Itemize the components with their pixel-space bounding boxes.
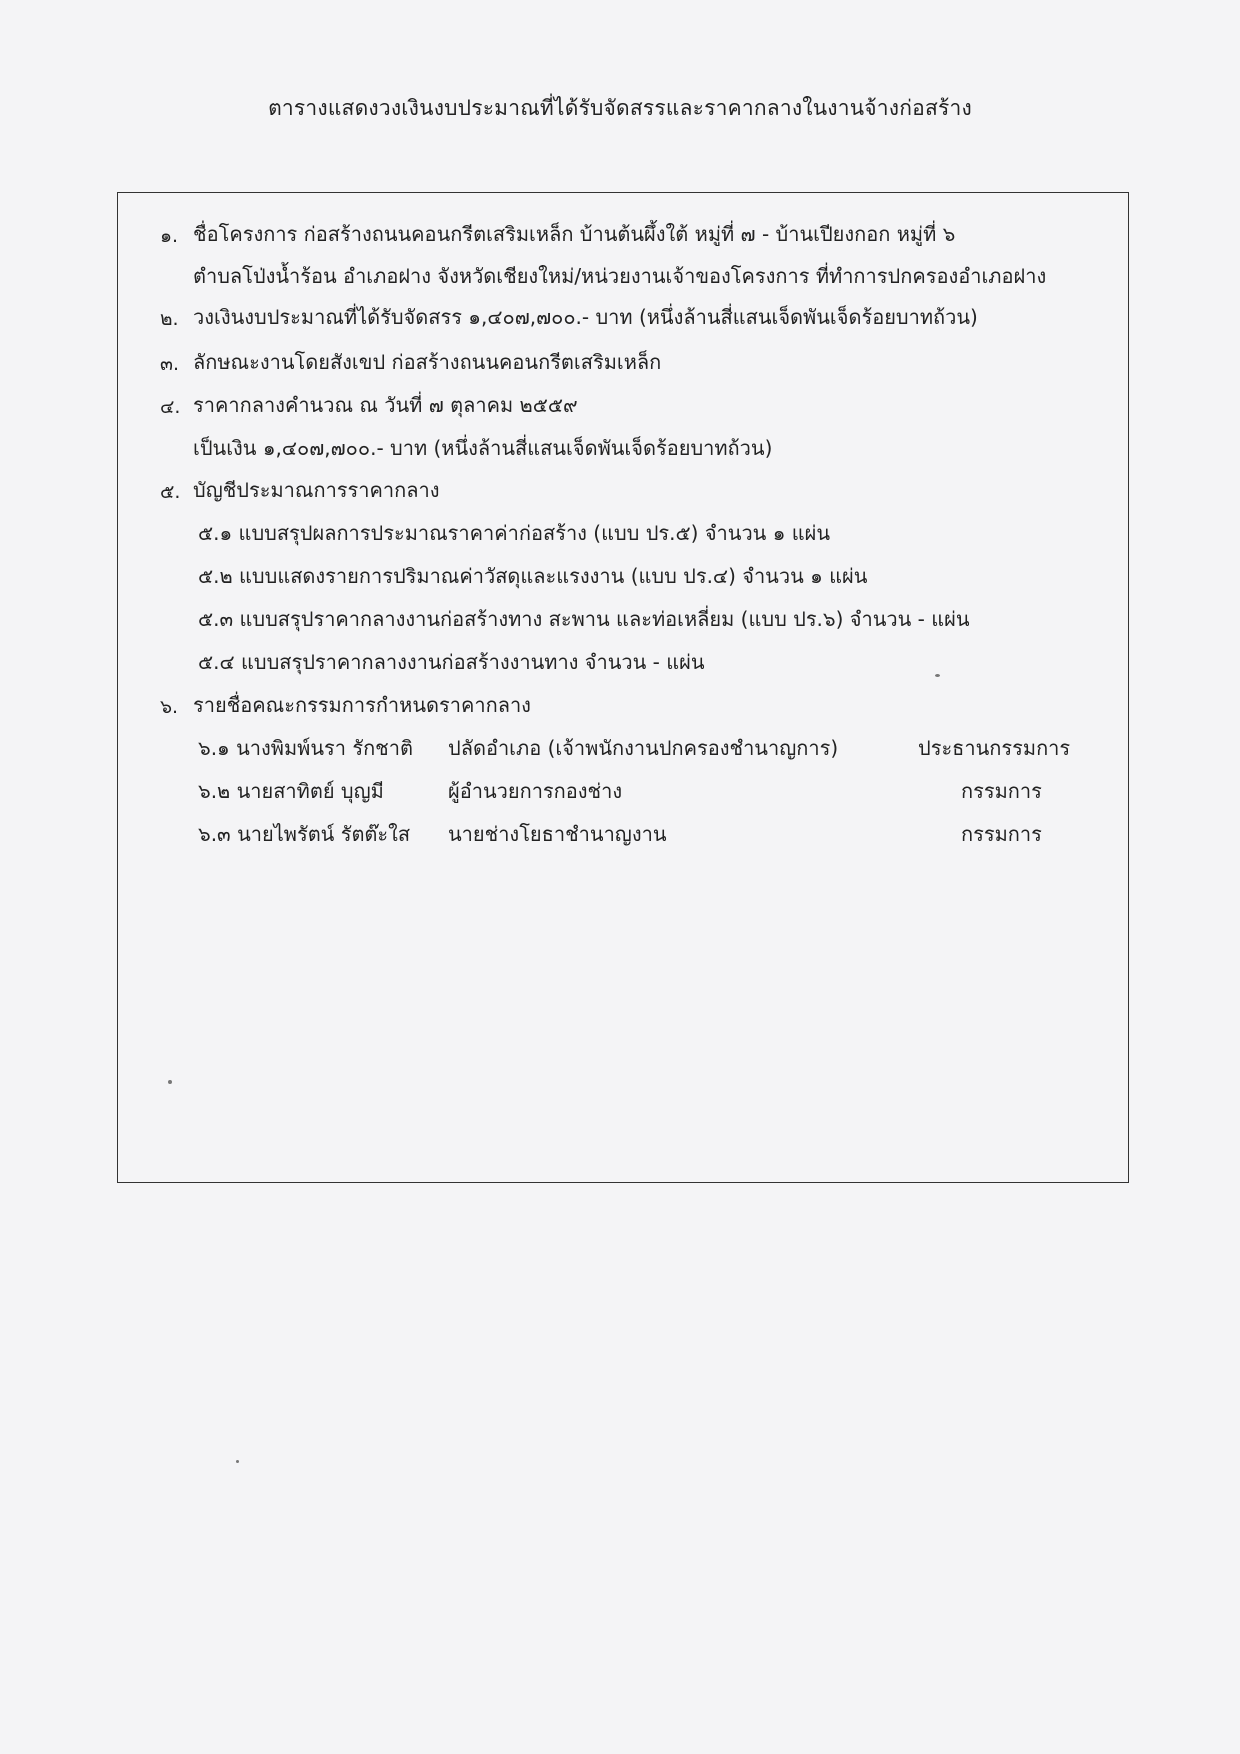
committee-member-name: ๖.๓ นายไพรัตน์ รัตต๊ะใส: [198, 822, 411, 846]
item-number: ๓.: [160, 353, 180, 375]
price-list-heading: บัญชีประมาณการราคากลาง: [193, 478, 440, 502]
price-list-subitem: ๕.๔ แบบสรุปราคากลางงานก่อสร้างงานทาง จำนวน - แผ่น: [198, 650, 705, 674]
price-list-subitem: ๕.๑ แบบสรุปผลการประมาณราคาค่าก่อสร้าง (แบบ ปร.๕) จำนวน ๑ แผ่น: [198, 521, 831, 545]
median-price-date-line: ราคากลางคำนวณ ณ วันที่ ๗ ตุลาคม ๒๕๕๙: [193, 393, 578, 417]
item-number: ๑.: [160, 225, 179, 247]
item-number: ๔.: [160, 396, 181, 418]
work-description-line: ลักษณะงานโดยสังเขป ก่อสร้างถนนคอนกรีตเสริมเหล็ก: [193, 350, 662, 374]
item-number: ๒.: [160, 308, 179, 330]
page-title: ตารางแสดงวงเงินงบประมาณที่ได้รับจัดสรรและราคากลางในงานจ้างก่อสร้าง: [268, 96, 972, 120]
content-frame: [117, 192, 1129, 1183]
committee-member-position: นายช่างโยธาชำนาญงาน: [448, 822, 667, 846]
committee-member-position: ผู้อำนวยการกองช่าง: [448, 779, 623, 803]
committee-member-role: ประธานกรรมการ: [918, 736, 1071, 760]
committee-member-role: กรรมการ: [961, 779, 1042, 803]
price-list-subitem: ๕.๓ แบบสรุปราคากลางงานก่อสร้างทาง สะพาน และท่อเหลี่ยม (แบบ ปร.๖) จำนวน - แผ่น: [198, 607, 970, 631]
project-name-line: ชื่อโครงการ ก่อสร้างถนนคอนกรีตเสริมเหล็ก บ้านต้นผึ้งใต้ หมู่ที่ ๗ - บ้านเปียงกอก หมู่ที่ ๖: [193, 222, 956, 246]
scan-speck: [935, 674, 940, 677]
item-number: ๖.: [160, 696, 179, 718]
committee-member-name: ๖.๑ นางพิมพ์นรา รักชาติ: [198, 736, 413, 760]
committee-member-position: ปลัดอำเภอ (เจ้าพนักงานปกครองชำนาญการ): [448, 736, 839, 760]
scan-speck: [168, 1080, 172, 1084]
committee-heading: รายชื่อคณะกรรมการกำหนดราคากลาง: [193, 693, 531, 717]
price-list-subitem: ๕.๒ แบบแสดงรายการปริมาณค่าวัสดุและแรงงาน (แบบ ปร.๔) จำนวน ๑ แผ่น: [198, 564, 868, 588]
committee-member-name: ๖.๒ นายสาทิตย์ บุญมี: [198, 779, 384, 803]
committee-member-role: กรรมการ: [961, 822, 1042, 846]
median-price-amount-line: เป็นเงิน ๑,๔๐๗,๗๐๐.- บาท (หนึ่งล้านสี่แสนเจ็ดพันเจ็ดร้อยบาทถ้วน): [193, 436, 773, 460]
item-number: ๕.: [160, 481, 181, 503]
project-location-line: ตำบลโป่งน้ำร้อน อำเภอฝาง จังหวัดเชียงใหม่/หน่วยงานเจ้าของโครงการ ที่ทำการปกครองอำเภอฝาง: [193, 264, 1047, 288]
scan-speck: [236, 1460, 239, 1463]
budget-line: วงเงินงบประมาณที่ได้รับจัดสรร ๑,๔๐๗,๗๐๐.- บาท (หนึ่งล้านสี่แสนเจ็ดพันเจ็ดร้อยบาทถ้วน): [193, 305, 978, 329]
